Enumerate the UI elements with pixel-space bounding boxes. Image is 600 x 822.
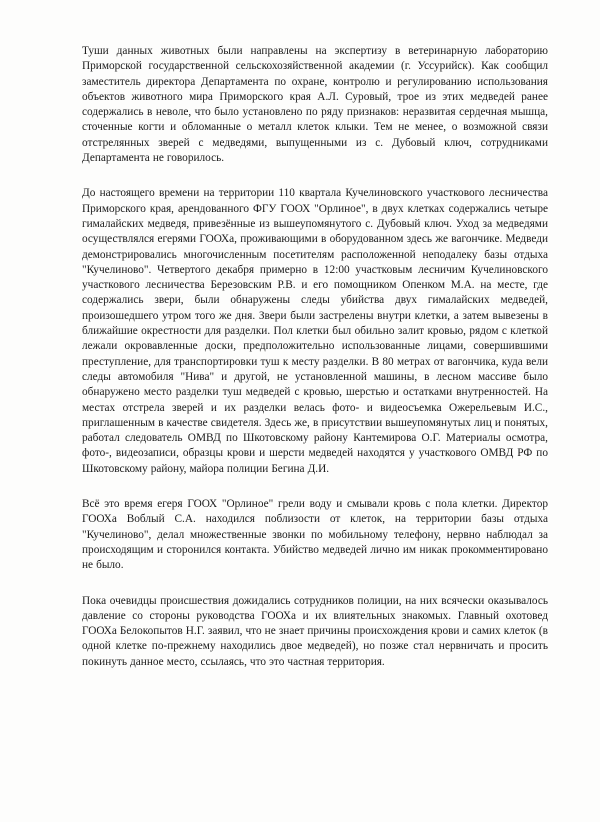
paragraph-1: Туши данных животных были направлены на экспертизу в ветеринарную лабораторию Приморской государственной сельскохозяйственной академии (г. Уссурийск). Как сообщил заместитель директора Департамента по охране, контролю и регулированию использования объектов животного мира Приморского края А.Л. Суровый, трое из этих медведей ранее содержались в неволе, что было установлено по ряду признаков: неразвитая сердечная мышца, сточенные когти и обломанные о металл клеток клыки. Тем не менее, о возможной связи отстрелянных зверей с медведями, выпущенными из с. Дубовый ключ, сотрудниками Департамента не говорилось. (82, 45, 548, 165)
paragraph-4: Пока очевидцы происшествия дожидались сотрудников полиции, на них всячески оказывалось давление со стороны руководства ГООХа и их влиятельных знакомых. Главный охотовед ГООХа Белокопытов Н.Г. заявил, что не знает причины происхождения крови и самих клеток (в одной клетке по-прежнему находились двое медведей), но позже стал нервничать и просить покинуть данное место, ссылаясь, что это частная территория. (82, 594, 548, 668)
paragraph-3: Всё это время егеря ГООХ "Орлиное" грели воду и смывали кровь с пола клетки. Директор ГООХа Воблый С.А. находился поблизости от клеток, на территории базы отдыха "Кучелиново", делал множественные звонки по мобильному телефону, нервно наблюдал за происходящим и сторонился контакта. Убийство медведей лично им никак прокомментировано не было. (82, 498, 548, 572)
document-body (82, 44, 548, 690)
paragraph-2: До настоящего времени на территории 110 квартала Кучелиновского участкового лесничества Приморского края, арендованного ФГУ ГООХ "Орлиное", в двух клетках содержались четыре гималайских медведя, привезённые из вышеупомянутого с. Дубовый ключ. Уход за медведями осуществлялся егерями ГООХа, проживающими в оборудованном здесь же вагончике. Медведи демонстрировались многочисленным посетителям расположенной неподалеку базы отдыха "Кучелиново". Четвертого декабря примерно в 12:00 участковым лесничим Кучелиновского участкового лесничества Березовским Р.В. и его помощником Опенком М.А. на месте, где содержались звери, были обнаружены следы убийства двух гималайских медведей, произошедшего утром того же дня. Звери были застрелены внутри клетки, а затем вывезены в ближайшие окрестности для разделки. Пол клетки был обильно залит кровью, рядом с клеткой лежали окровавленные доски, предположительно использованные лицами, совершившими преступление, для транспортировки туш к месту разделки. В 80 метрах от вагончика, куда вели следы автомобиля "Нива" и другой, не установленной машины, в лесном массиве было обнаружено место разделки туш медведей с кровью, шерстью и остатками внутренностей. На местах отстрела зверей и их разделки велась фото- и видеосъемка Ожерельевым И.С., приглашенным в качестве свидетеля. Здесь же, в присутствии вышеупомянутых лиц и понятых, работал следователь ОМВД по Шкотовскому району Кантемирова О.Г. Материалы осмотра, фото-, видеозаписи, образцы крови и шерсти медведей находятся у участкового ОМВД РФ по Шкотовскому району, майора полиции Бегина Д.И. (82, 187, 548, 475)
